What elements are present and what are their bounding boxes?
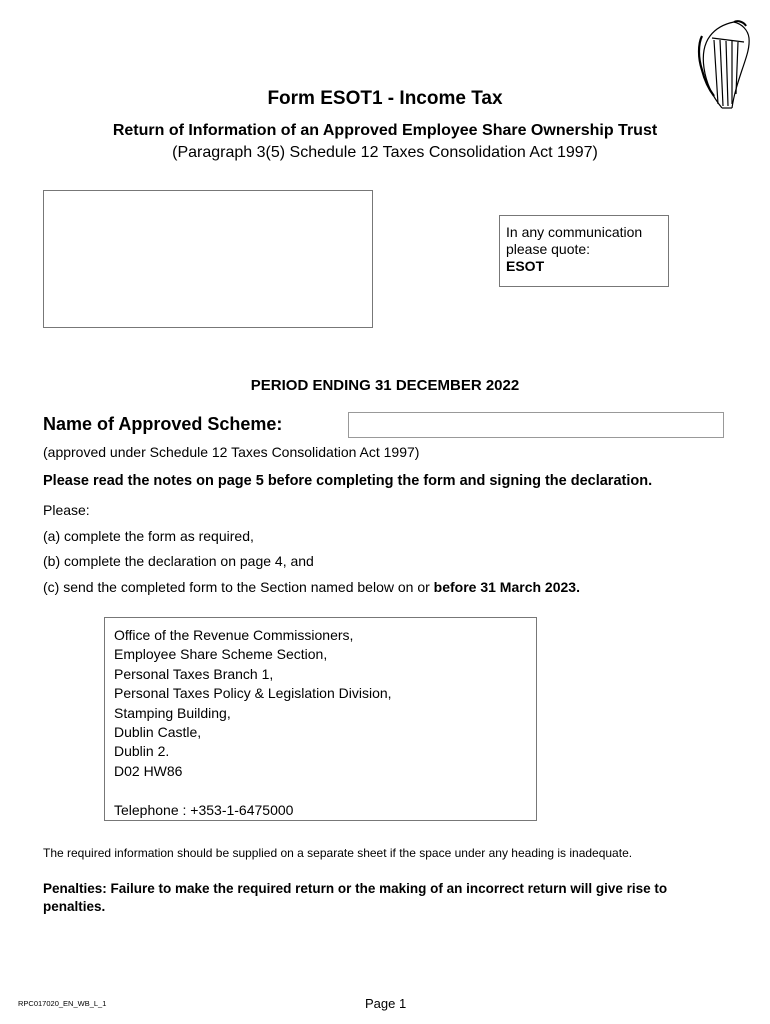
office-line: Personal Taxes Policy & Legislation Division,	[114, 685, 392, 702]
scheme-name-input[interactable]	[348, 412, 724, 438]
penalties-warning: Penalties: Failure to make the required return or the making of an incorrect return will give rise to penalties.	[43, 881, 668, 914]
instruction-item-a: (a) complete the form as required,	[43, 528, 254, 544]
form-legal-reference: (Paragraph 3(5) Schedule 12 Taxes Consolidation Act 1997)	[172, 144, 598, 161]
form-reference-code: RPC017020_EN_WB_L_1	[18, 999, 107, 1008]
office-line: Dublin Castle,	[114, 724, 202, 741]
page-number: Page 1	[365, 996, 407, 1011]
scheme-name-label: Name of Approved Scheme:	[43, 414, 283, 434]
quote-code: ESOT	[506, 258, 545, 274]
required-info-note: The required information should be supplied on a separate sheet if the space under any heading is inadequate.	[43, 846, 633, 860]
form-title: Form ESOT1 - Income Tax	[267, 88, 503, 109]
office-line: Stamping Building,	[114, 704, 231, 721]
office-line: Personal Taxes Branch 1,	[114, 665, 274, 682]
office-address-box	[104, 617, 537, 821]
quote-line-1: In any communication	[506, 224, 643, 240]
office-line: Office of the Revenue Commissioners,	[114, 627, 354, 643]
office-telephone: Telephone : +353-1-6475000	[114, 801, 294, 818]
approved-note: (approved under Schedule 12 Taxes Consolidation Act 1997)	[43, 444, 420, 460]
instruction-item-b: (b) complete the declaration on page 4, and	[43, 553, 314, 569]
office-spacer	[114, 781, 527, 800]
please-label: Please:	[43, 502, 90, 518]
office-line: D02 HW86	[114, 762, 183, 779]
form-subtitle: Return of Information of an Approved Employee Share Ownership Trust	[112, 122, 658, 139]
instruction-item-c: (c) send the completed form to the Section named below on or before 31 March 2023.	[43, 579, 580, 595]
office-line: Dublin 2.	[114, 743, 170, 760]
quote-box	[499, 215, 669, 287]
quote-line-2: please quote:	[506, 241, 591, 257]
taxpayer-address-box	[43, 190, 373, 328]
read-notes-instruction: Please read the notes on page 5 before completing the form and signing the declaration.	[43, 473, 653, 489]
period-heading: PERIOD ENDING 31 DECEMBER 2022	[250, 377, 520, 394]
office-line: Employee Share Scheme Section,	[114, 646, 328, 663]
